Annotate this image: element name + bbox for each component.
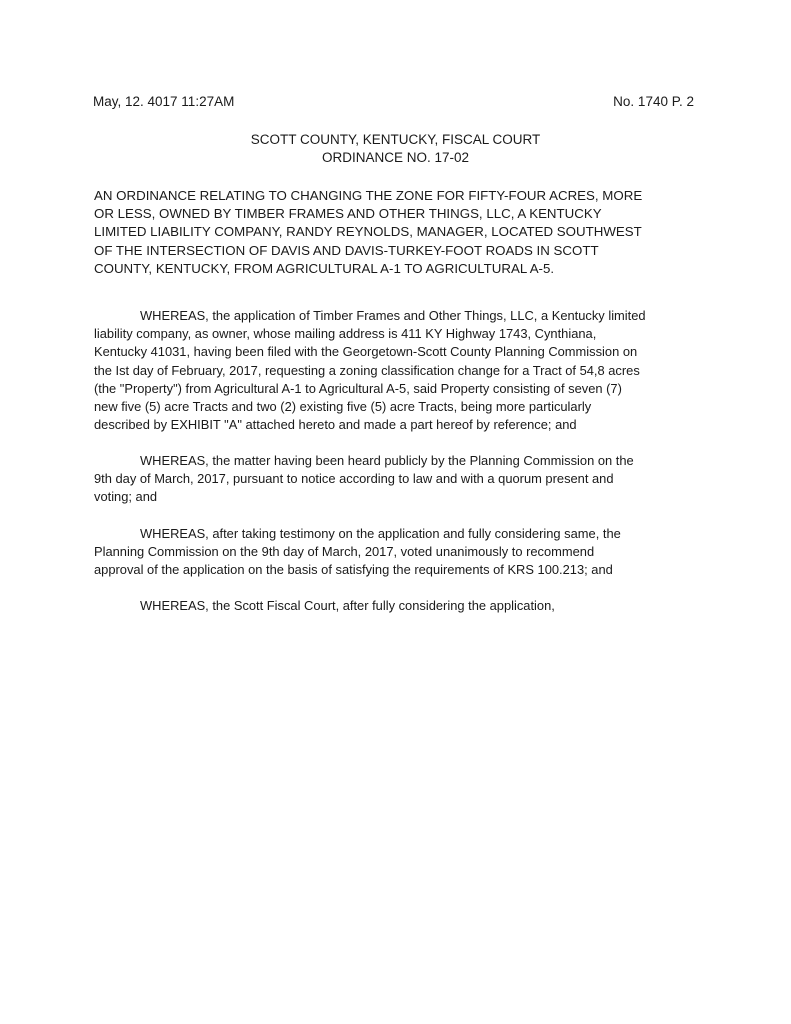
caption-line: OF THE INTERSECTION OF DAVIS AND DAVIS-TURKEY-FOOT ROADS IN SCOTT: [94, 242, 599, 258]
paragraph-line: (the "Property") from Agricultural A-1 to Agricultural A-5, said Property consisting of seven (7): [94, 380, 622, 396]
paragraph-line: WHEREAS, the matter having been heard publicly by the Planning Commission on the: [140, 453, 634, 468]
caption-line: LIMITED LIABILITY COMPANY, RANDY REYNOLDS, MANAGER, LOCATED SOUTHWEST: [94, 224, 642, 240]
paragraph-line: new five (5) acre Tracts and two (2) existing five (5) acre Tracts, being more particularly: [94, 399, 592, 415]
caption-line: AN ORDINANCE RELATING TO CHANGING THE ZONE FOR FIFTY-FOUR ACRES, MORE: [94, 188, 643, 203]
whereas-paragraph-hearing: [94, 452, 704, 507]
document-title: [0, 131, 791, 167]
ordinance-caption: [94, 187, 714, 278]
paragraph-line: Planning Commission on the 9th day of March, 2017, voted unanimously to recommend: [94, 544, 595, 560]
fax-page-number: No. 1740 P. 2: [613, 94, 694, 109]
title-court: SCOTT COUNTY, KENTUCKY, FISCAL COURT: [250, 132, 541, 147]
whereas-paragraph-recommendation: [94, 525, 704, 580]
paragraph-line: described by EXHIBIT "A" attached hereto and made a part hereof by reference; and: [94, 417, 577, 433]
paragraph-line: WHEREAS, the application of Timber Frames and Other Things, LLC, a Kentucky limited: [140, 308, 646, 323]
paragraph-line: Kentucky 41031, having been filed with the Georgetown-Scott County Planning Commission on: [94, 344, 638, 360]
paragraph-line: WHEREAS, after taking testimony on the application and fully considering same, the: [140, 526, 621, 541]
paragraph-line: liability company, as owner, whose mailing address is 411 KY Highway 1743, Cynthiana,: [94, 326, 597, 342]
whereas-paragraph-fiscal-court: [94, 597, 704, 615]
paragraph-line: WHEREAS, the Scott Fiscal Court, after fully considering the application,: [140, 598, 555, 613]
title-ordinance-number: ORDINANCE NO. 17-02: [321, 150, 470, 165]
paragraph-line: voting; and: [94, 489, 158, 505]
caption-line: OR LESS, OWNED BY TIMBER FRAMES AND OTHER THINGS, LLC, A KENTUCKY: [94, 206, 602, 222]
fax-timestamp: May, 12. 4017 11:27AM: [93, 94, 235, 109]
paragraph-line: the Ist day of February, 2017, requesting a zoning classification change for a Tract of 54,8 acres: [94, 362, 640, 378]
whereas-paragraph-application: [94, 307, 704, 434]
fax-header: [93, 94, 694, 112]
paragraph-line: approval of the application on the basis of satisfying the requirements of KRS 100.213; and: [94, 562, 613, 578]
paragraph-line: 9th day of March, 2017, pursuant to notice according to law and with a quorum present and: [94, 471, 614, 487]
caption-line: COUNTY, KENTUCKY, FROM AGRICULTURAL A-1 TO AGRICULTURAL A-5.: [94, 260, 555, 276]
